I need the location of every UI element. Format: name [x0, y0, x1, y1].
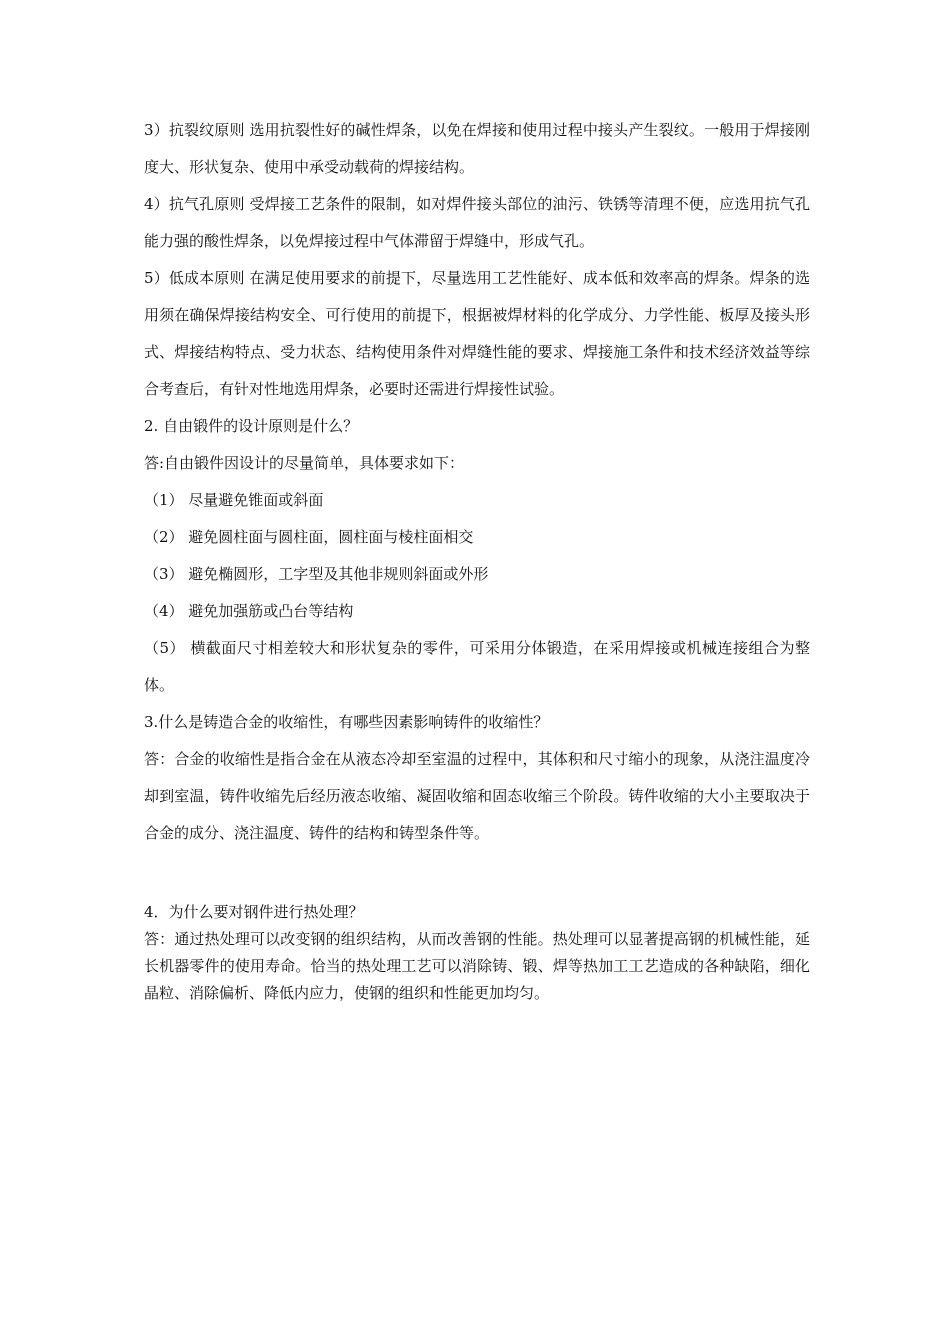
- question-2-title: 2. 自由锻件的设计原则是什么？: [144, 417, 359, 435]
- question-3-title: 3.什么是铸造合金的收缩性，有哪些因素影响铸件的收缩性？: [144, 713, 549, 731]
- paragraph-low-cost-principle: 5）低成本原则 在满足使用要求的前提下，尽量选用工艺性能好、成本低和效率高的焊条。焊条的选用须在确保焊接结构安全、可行使用的前提下，根据被焊材料的化学成分、力学性能、板厚及接头形式、焊接结构特点、受力状态、结构使用条件对焊缝性能的要求、焊接施工条件和技术经济效益等综合考查后，有针对性地选用焊条，必要时还需进行焊接性试验。: [144, 269, 810, 398]
- list-item: （3） 避免椭圆形，工字型及其他非规则斜面或外形: [144, 565, 489, 583]
- question-2-answer: 答:自由锻件因设计的尽量简单，具体要求如下：: [144, 454, 465, 472]
- question-4-answer: 答：通过热处理可以改变钢的组织结构，从而改善钢的性能。热处理可以显著提高钢的机械性能，延长机器零件的使用寿命。恰当的热处理工艺可以消除铸、锻、焊等热加工工艺造成的各种缺陷，细化晶粒、消除偏析、降低内应力，使钢的组织和性能更加均匀。: [144, 930, 810, 1002]
- question-4-title: 4．为什么要对钢件进行热处理？: [144, 903, 364, 921]
- paragraph-anti-crack-principle: 3）抗裂纹原则 选用抗裂性好的碱性焊条，以免在焊接和使用过程中接头产生裂纹。一般用于焊接刚度大、形状复杂、使用中承受动载荷的焊接结构。: [144, 121, 810, 176]
- spacer: [144, 852, 810, 889]
- list-item: （1） 尽量避免锥面或斜面: [144, 491, 324, 509]
- list-item: （2） 避免圆柱面与圆柱面，圆柱面与棱柱面相交: [144, 528, 474, 546]
- document-page: [144, 112, 810, 1007]
- paragraph-anti-porosity-principle: 4）抗气孔原则 受焊接工艺条件的限制，如对焊件接头部位的油污、铁锈等清理不便，应选用抗气孔能力强的酸性焊条，以免焊接过程中气体滞留于焊缝中，形成气孔。: [144, 195, 810, 250]
- list-item: （4） 避免加强筋或凸台等结构: [144, 602, 354, 620]
- question-3-answer: 答：合金的收缩性是指合金在从液态冷却至室温的过程中，其体积和尺寸缩小的现象，从浇注温度冷却到室温，铸件收缩先后经历液态收缩、凝固收缩和固态收缩三个阶段。铸件收缩的大小主要取决于合金的成分、浇注温度、铸件的结构和铸型条件等。: [144, 750, 810, 842]
- list-item: （5） 横截面尺寸相差较大和形状复杂的零件，可采用分体锻造，在采用焊接或机械连接组合为整体。: [144, 639, 810, 694]
